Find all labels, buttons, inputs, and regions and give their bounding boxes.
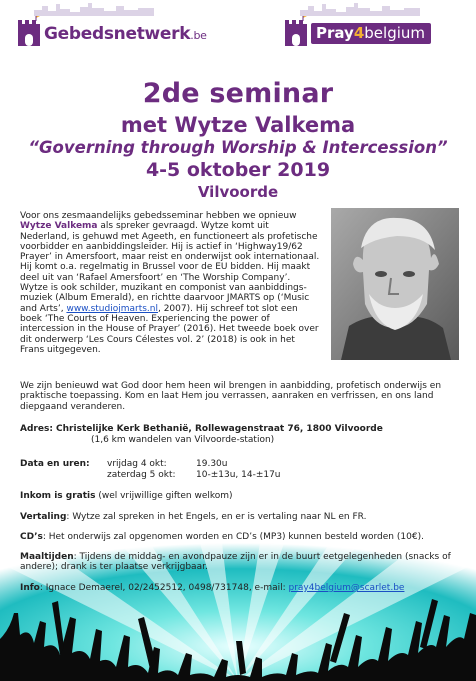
email-link[interactable]: pray4belgium@scarlet.be: [288, 583, 405, 593]
schedule-time: 10-±13u, 14-±17u: [196, 470, 281, 480]
schedule-time: 19.30u: [196, 459, 228, 469]
translation-info: Vertaling: Wytze zal spreken in het Engels, en er is vertaling naar NL en FR.: [20, 512, 367, 522]
city-skyline-decoration: [300, 0, 420, 16]
schedule-day: zaterdag 5 okt:: [107, 470, 176, 480]
seminar-city: Vilvoorde: [197, 183, 279, 201]
meals-info: Maaltijden: Tijdens de middag- en avondpauze zijn er in de buurt eetgelegenheden (snacks of andere); drank is ter plaatse verkrijgbaar.: [20, 552, 451, 573]
castle-icon: [283, 12, 309, 46]
gebedsnetwerk-logo: [16, 12, 207, 46]
pray4belgium-logo: [283, 12, 431, 46]
castle-icon: [16, 12, 42, 46]
cd-info: CD’s: Het onderwijs zal opgenomen worden en CD’s (MP3) kunnen besteld worden (10€).: [20, 532, 424, 542]
intro-paragraph: Voor ons zesmaandelijks gebedsseminar hebben we opnieuw Wytze Valkema als spreker gevraagd. Wytze komt uit Nederland, is gehuwd met Ageeth, en functioneert als profetische voorbidder en aanbiddingsleider. Hij is actief in ‘Highway19/62 Prayer’ in Amersfoort, maar reist en onderwijst ook internationaal. Hij komt o.a. regelmatig in Brussel voor de EU bidden. Hij maakt deel uit van ‘Rafael Amersfoort’ en ‘The Worship Company’. Wytze is ook schilder, muzikant en componist van aanbiddings-muziek (Album Emerald), en richtte daarvoor JMARTS op (‘Music and Arts’, www.studiojmarts.nl, 2007). Hij schreef tot slot een boek ‘The Courts of Heaven. Experiencing the power of intercession in the House of Prayer’ (2016). Het tweede boek over dit onderwerp ‘Les Cours Célestes vol. 2’ (2018) is ook in het Frans uitgegeven.: [20, 211, 320, 355]
page-subtitle: met Wytze Valkema: [120, 113, 356, 137]
invitation-paragraph: We zijn benieuwd wat God door hem heen wil brengen in aanbidding, profetisch onderwijs en praktische toepassing. Kom en laat Hem jou verrassen, aanraken en verfrissen, en ons land diepgaand veranderen.: [20, 381, 442, 412]
speaker-name: Wytze Valkema: [20, 221, 98, 232]
address-line: Adres: Christelijke Kerk Bethanië, Rollewagenstraat 76, 1800 Vilvoorde: [20, 424, 383, 434]
speaker-photo: [331, 208, 459, 360]
city-skyline-decoration: [34, 0, 154, 16]
pray4belgium-logo-text: Pray4belgium: [311, 23, 431, 44]
schedule-day: vrijdag 4 okt:: [107, 459, 167, 469]
address-note: (1,6 km wandelen van Vilvoorde-station): [91, 435, 275, 445]
seminar-theme: “Governing through Worship & Intercession”: [28, 138, 448, 157]
seminar-date: 4-5 oktober 2019: [145, 159, 331, 181]
schedule: [20, 459, 460, 483]
studiojmarts-link[interactable]: www.studiojmarts.nl: [66, 303, 158, 314]
gebedsnetwerk-logo-text: Gebedsnetwerk.be: [44, 24, 207, 44]
contact-info: Info: Ignace Demaerel, 02/2452512, 0498/731748, e-mail: pray4belgium@scarlet.be: [20, 583, 405, 593]
entry-info: Inkom is gratis (wel vrijwillige giften welkom): [20, 491, 233, 501]
page-title: 2de seminar: [142, 78, 334, 109]
schedule-label: Data en uren:: [20, 459, 90, 469]
